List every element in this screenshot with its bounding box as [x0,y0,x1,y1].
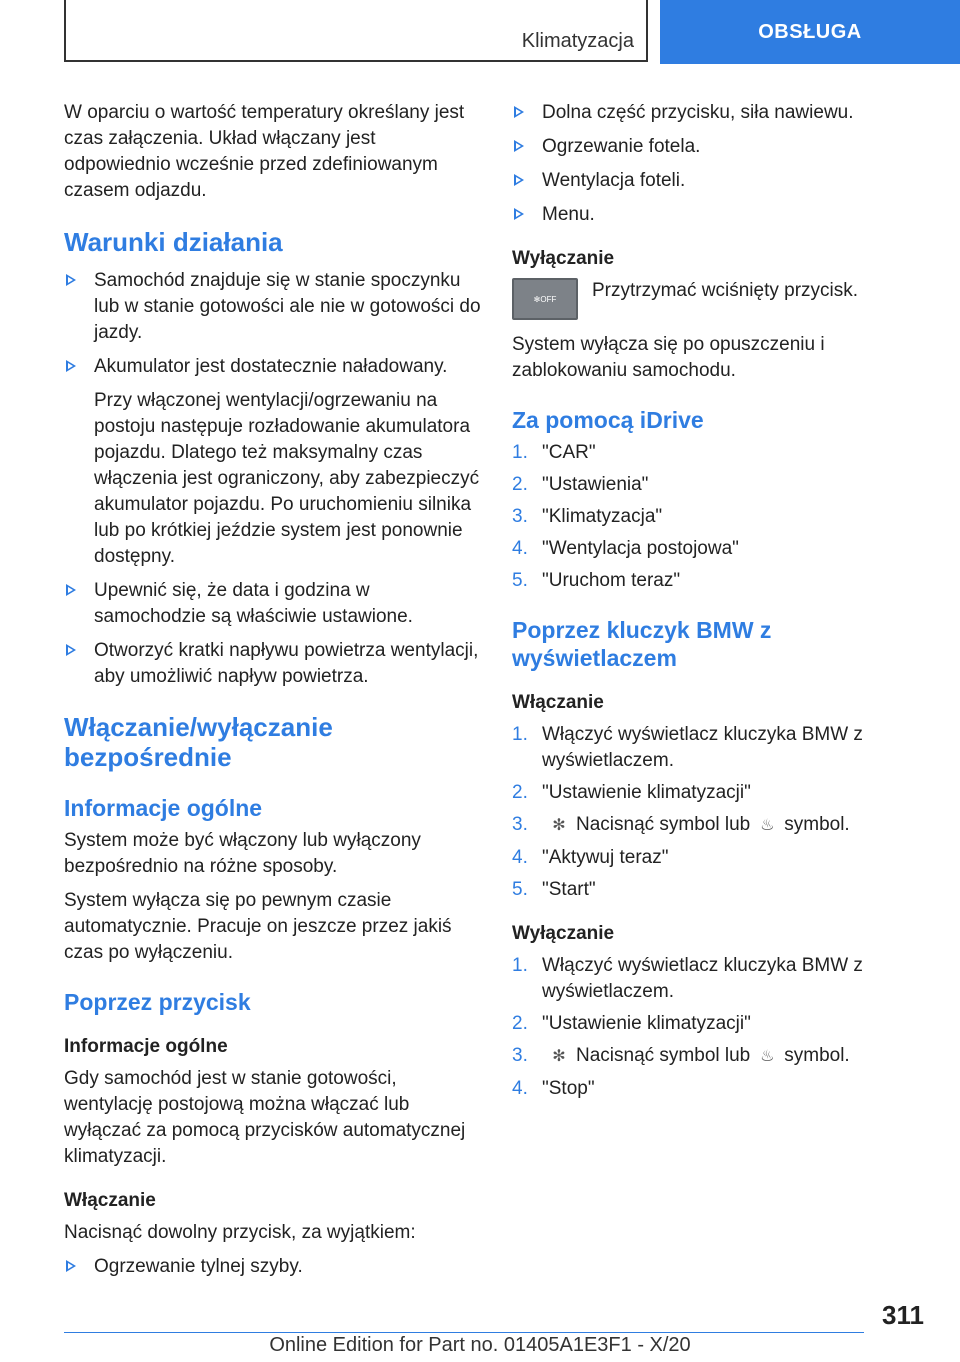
list-item: Samochód znajduje się w stanie spoczynku lub w stanie gotowości ale nie w gotowości do jazdy. [64,268,484,346]
wylacz-btn-text: Przytrzymać wciśnięty przycisk. [592,280,859,301]
bullet-arrow-icon [66,644,76,656]
list-item: 1. "CAR" [512,442,596,463]
bullet-arrow-icon [66,274,76,286]
footer-divider [64,1332,864,1333]
list-item: 3. "Klimatyzacja" [512,506,663,527]
bullet-arrow-icon [514,140,524,152]
left-column [64,100,484,1288]
list-item: 2. "Ustawienie klimatyzacji" [512,782,751,803]
list-item: 3. ✻ Nacisnąć symbol lub ♨ symbol. [512,1043,932,1070]
right-column [512,100,932,1108]
list-item: Wentylacja foteli. [512,168,932,194]
bullet-arrow-icon [66,1260,76,1272]
list-item: 4. "Stop" [512,1078,595,1099]
list-item: Otworzyć kratki napływu powietrza wentylacji, aby umożliwić napływ powietrza. [64,638,484,690]
section-title: Klimatyzacja [521,30,634,52]
heading-info-2: Informacje ogólne [64,1036,228,1057]
chapter-tab[interactable]: OBSŁUGA [660,0,960,64]
page-header [64,0,960,64]
heading-wylacz: Wyłączanie [512,248,615,269]
page-number: 311 [882,1300,924,1330]
heading-wylacz-2: Wyłączanie [512,923,615,944]
off-button-row [512,278,932,320]
heading-idrive: Za pomocą iDrive [512,407,704,433]
heading-info: Informacje ogólne [64,795,263,821]
intro-paragraph: W oparciu o wartość temperatury określany jest czas załączenia. Układ włączany jest odpowiednio wcześnie przed zdefiniowanym czasem odjazdu. [64,102,465,201]
heading-przycisk: Poprzez przycisk [64,989,251,1015]
heat-icon: ♨ [760,817,775,834]
wylacz-paragraph: System wyłącza się po opuszczeniu i zablokowaniu samochodu. [512,334,825,381]
heading-wlacz: Włączanie [64,1190,156,1211]
list-item: 4. "Aktywuj teraz" [512,847,669,868]
list-item: Ogrzewanie fotela. [512,134,932,160]
wlacz-paragraph: Nacisnąć dowolny przycisk, za wyjątkiem: [64,1222,416,1243]
bullet-arrow-icon [66,584,76,596]
heading-wlacz-2: Włączanie [512,692,604,713]
list-item: 5. "Uruchom teraz" [512,570,681,591]
header-frame [64,0,648,62]
list-item: Menu. [512,202,932,228]
heading-warunki: Warunki działania [64,227,283,257]
info-paragraph-2: System wyłącza się po pewnym czasie automatycznie. Pracuje on jeszcze przez jakiś czas po wyłączeniu. [64,890,452,963]
list-item: Dolna część przycisku, siła nawiewu. [512,100,932,126]
przycisk-paragraph: Gdy samochód jest w stanie gotowości, wentylację postojową można włączać lub wyłączać za pomocą przycisków automatycznej klimatyzacji. [64,1068,466,1167]
info-paragraph-1: System może być włączony lub wyłączony bezpośrednio na różne sposoby. [64,830,421,877]
bullet-arrow-icon [514,106,524,118]
heading-kluczyk: Poprzez kluczyk BMW z wyświetlaczem [512,617,772,671]
list-item: Ogrzewanie tylnej szyby. [64,1254,484,1280]
footer-edition: Online Edition for Part no. 01405A1E3F1 - X/20 [269,1334,691,1356]
list-item: 2. "Ustawienia" [512,474,649,495]
akumulator-note: Przy włączonej wentylacji/ogrzewaniu na postoju następuje rozładowanie akumulatora pojazdu. Dlatego też maksymalny czas włączenia jest ograniczony, aby zabezpieczyć akumulator pojazdu. Po uruchomieniu silnika lub po krótkiej jeździe system jest ponownie dostępny. [94,390,480,567]
bullet-arrow-icon [514,208,524,220]
list-item: 1. Włączyć wyświetlacz kluczyka BMW z wyświetlaczem. [512,724,863,771]
list-item: 5. "Start" [512,879,596,900]
list-item: Upewnić się, że data i godzina w samochodzie są właściwie ustawione. [64,578,484,630]
bullet-arrow-icon [66,360,76,372]
fan-icon: ✻ [552,1048,566,1065]
heat-icon: ♨ [760,1048,775,1065]
bullet-arrow-icon [514,174,524,186]
heading-wlaczanie: Włączanie/wyłączanie bezpośrednie [64,712,333,772]
list-item: Akumulator jest dostatecznie naładowany. [64,354,484,380]
list-item: 1. Włączyć wyświetlacz kluczyka BMW z wyświetlaczem. [512,955,863,1002]
fan-off-button-icon: ✻ OFF [512,278,578,320]
list-item: 2. "Ustawienie klimatyzacji" [512,1013,751,1034]
fan-icon: ✻ [552,817,566,834]
list-item: 3. ✻ Nacisnąć symbol lub ♨ symbol. [512,812,932,839]
list-item: 4. "Wentylacja postojowa" [512,538,739,559]
